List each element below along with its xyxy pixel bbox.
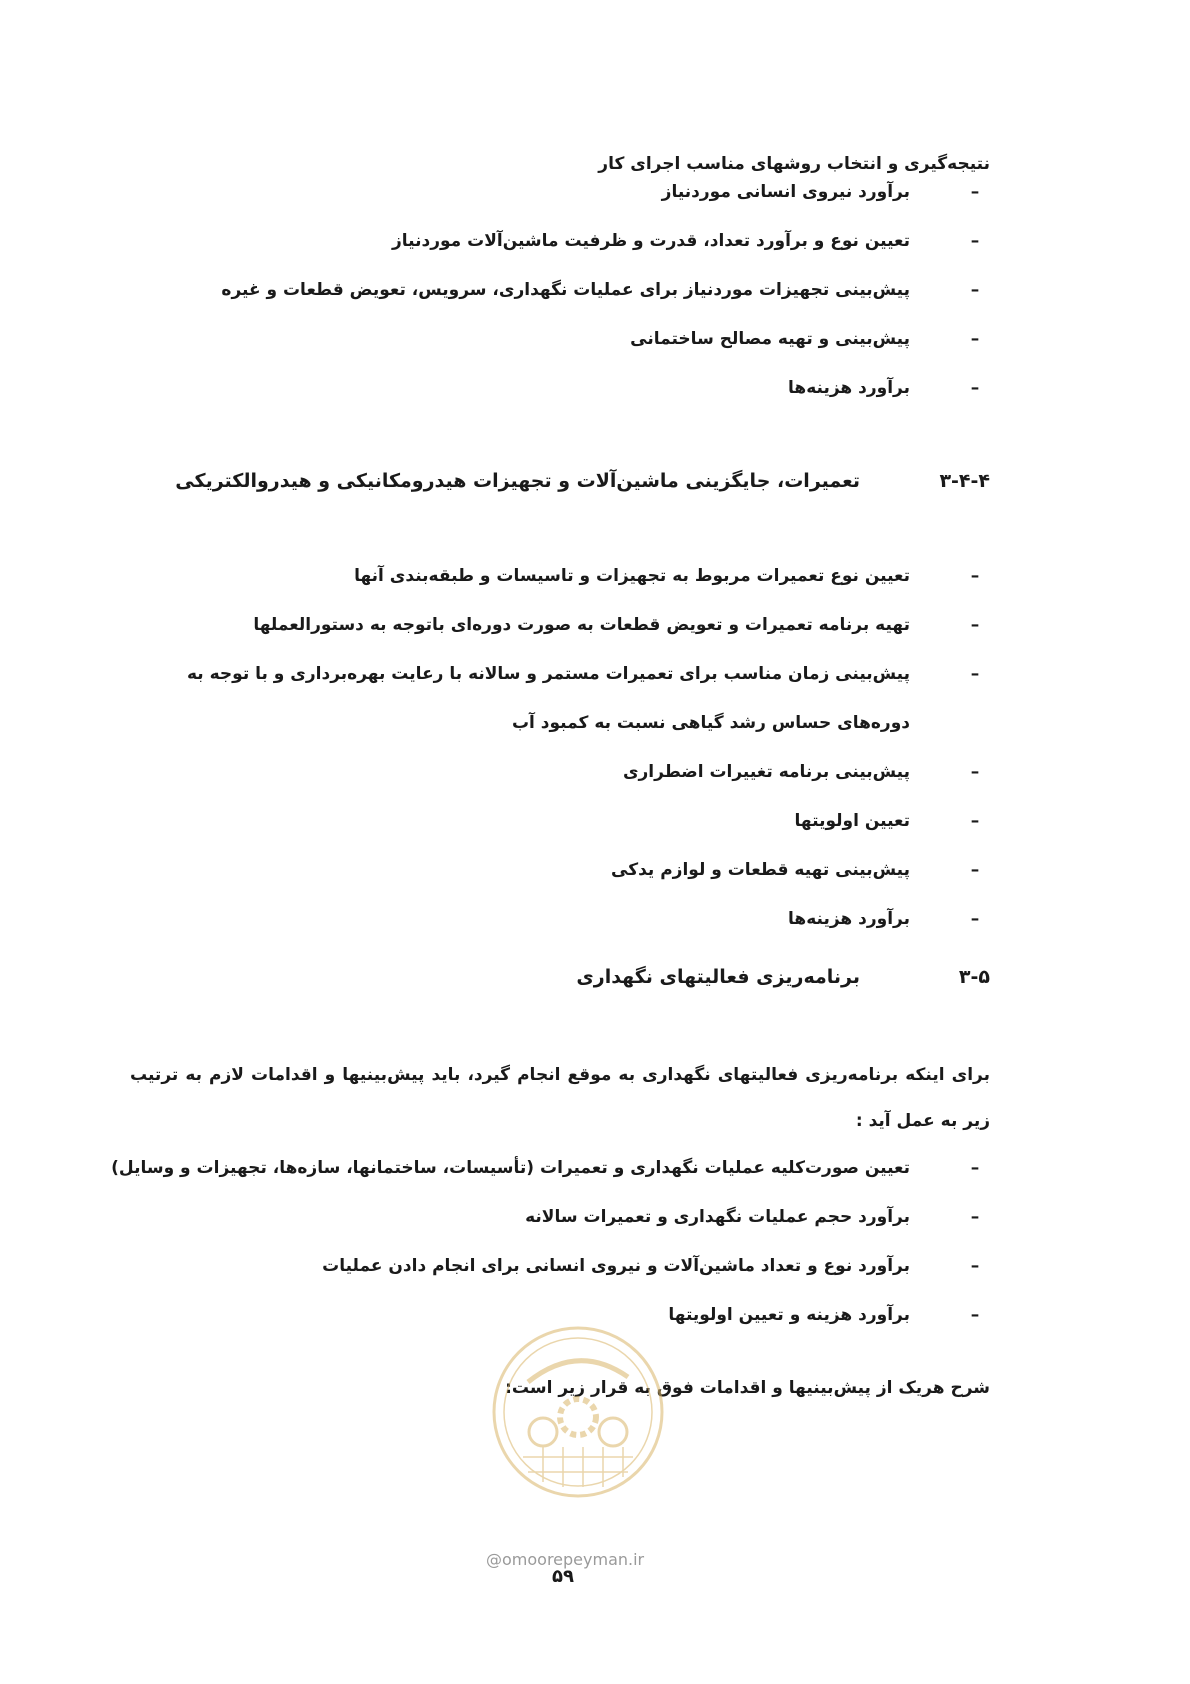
list-item: – برآورد هزینه و تعیین اولویتها — [111, 1291, 990, 1340]
section-heading-planning — [576, 966, 990, 988]
dash-marker: – — [970, 1158, 980, 1178]
dash-marker: – — [970, 1256, 980, 1276]
dash-marker: – — [970, 615, 980, 635]
list-item: – تعیین صورت‌کلیه عملیات نگهداری و تعمیرات (تأسیسات، ساختمانها، سازه‌ها، تجهیزات و وسایل) — [111, 1144, 990, 1193]
list-item: – برآورد نوع و تعداد ماشین‌آلات و نیروی انسانی برای انجام دادن عملیات — [111, 1242, 990, 1291]
intro-line: نتیجه‌گیری و انتخاب روشهای مناسب اجرای کار — [598, 154, 990, 174]
dash-marker: – — [970, 378, 980, 398]
dash-marker: – — [970, 566, 980, 586]
list-item: – تعیین نوع و برآورد تعداد، قدرت و ظرفیت ماشین‌آلات موردنیاز — [221, 217, 990, 266]
dash-marker: – — [970, 329, 980, 349]
dash-marker: – — [970, 1305, 980, 1325]
list-item: – پیش‌بینی برنامه تغییرات اضطراری — [130, 748, 990, 797]
list-repairs — [130, 552, 990, 944]
list-item: – تعیین اولویتها — [130, 797, 990, 846]
list-item: – تعیین نوع تعمیرات مربوط به تجهیزات و تاسیسات و طبقه‌بندی آنها — [130, 552, 990, 601]
list-item: – پیش‌بینی تجهیزات موردنیاز برای عملیات نگهداری، سرویس، تعویض قطعات و غیره — [221, 266, 990, 315]
dash-marker: – — [970, 280, 980, 300]
watermark-url: @omoorepeyman.ir — [486, 1550, 645, 1569]
list-item: – برآورد هزینه‌ها — [130, 895, 990, 944]
list-item: – برآورد حجم عملیات نگهداری و تعمیرات سالانه — [111, 1193, 990, 1242]
list-item: – پیش‌بینی و تهیه مصالح ساختمانی — [221, 315, 990, 364]
list-planning — [111, 1144, 990, 1340]
list-item: – پیش‌بینی تهیه قطعات و لوازم یدکی — [130, 846, 990, 895]
section-heading-repairs — [175, 470, 990, 492]
dash-marker: – — [970, 1207, 980, 1227]
section-number: ۳-۵ — [958, 966, 990, 988]
dash-marker: – — [970, 811, 980, 831]
dash-marker: – — [970, 909, 980, 929]
page-number: ۵۹ — [552, 1566, 574, 1587]
list-estimates — [221, 168, 990, 413]
dash-marker: – — [970, 231, 980, 251]
section-title: تعمیرات، جایگزینی ماشین‌آلات و تجهیزات هیدرومکانیکی و هیدروالکتریکی — [175, 470, 860, 492]
dash-marker: – — [970, 664, 980, 684]
dash-marker: – — [970, 182, 980, 202]
list-item: – برآورد نیروی انسانی موردنیاز — [221, 168, 990, 217]
section-number: ۳-۴-۴ — [939, 470, 990, 492]
list-item: – تهیه برنامه تعمیرات و تعویض قطعات به صورت دوره‌ای باتوجه به دستورالعملها — [130, 601, 990, 650]
section-title: برنامه‌ریزی فعالیتهای نگهداری — [576, 966, 860, 988]
dash-marker: – — [970, 762, 980, 782]
list-item: – پیش‌بینی زمان مناسب برای تعمیرات مستمر و سالانه با رعایت بهره‌برداری و با توجه به دوره‌های حساس رشد گیاهی نسبت به کمبود آب — [130, 650, 990, 748]
list-item: – برآورد هزینه‌ها — [221, 364, 990, 413]
watermark-logo-icon — [488, 1322, 668, 1502]
closing-line: شرح هریک از پیش‌بینیها و اقدامات فوق به قرار زیر است: — [505, 1378, 990, 1398]
planning-paragraph: برای اینکه برنامه‌ریزی فعالیتهای نگهداری به موقع انجام گیرد، باید پیش‌بینیها و اقدامات لازم به ترتیب زیر به عمل آید : — [130, 1065, 990, 1131]
dash-marker: – — [970, 860, 980, 880]
